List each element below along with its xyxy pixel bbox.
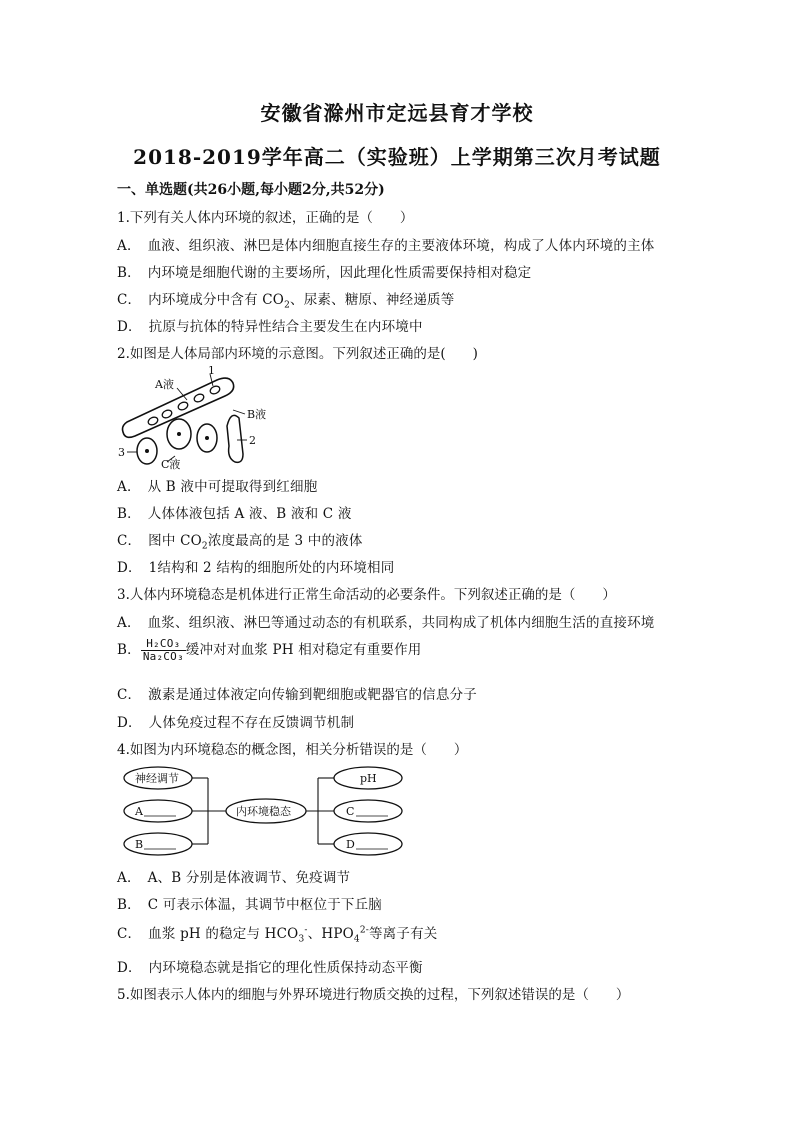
- q4-c-sub1: 3: [298, 934, 305, 945]
- q4-c-sup1: -: [304, 925, 308, 936]
- label-c-fluid: C液: [161, 458, 181, 470]
- label-2: 2: [249, 434, 256, 447]
- q2-c-post: 浓度最高的是 3 中的液体: [207, 533, 363, 549]
- q4-option-d: D． 内环境稳态就是指它的理化性质保持动态平衡: [117, 960, 423, 976]
- leader-b: [233, 410, 245, 414]
- q1-option-b: B． 内环境是细胞代谢的主要场所，因此理化性质需要保持相对稳定: [117, 265, 532, 281]
- q5-stem: 5.如图表示人体内的细胞与外界环境进行物质交换的过程，下列叙述错误的是（ ）: [117, 987, 630, 1003]
- red-cell: [209, 385, 221, 396]
- q2-capillary-diagram: [117, 366, 277, 470]
- oval-d: [334, 833, 402, 855]
- q4-concept-diagram: [122, 764, 412, 856]
- q2-option-c: [117, 529, 363, 552]
- q1-option-a: A． 血液、组织液、淋巴是体内细胞直接生存的主要液体环境，构成了人体内环境的主体: [117, 238, 655, 254]
- q2-c-pre: C． 图中 CO: [117, 533, 202, 549]
- cell-nucleus: [145, 449, 149, 453]
- q2-c-sub: 2: [201, 541, 208, 552]
- label-a: A: [135, 805, 143, 818]
- q1-stem: 1.下列有关人体内环境的叙述，正确的是（ ）: [117, 210, 414, 226]
- exam-title: 2018-2019学年高二（实验班）上学期第三次月考试题: [133, 145, 661, 169]
- q4-c-post: 等离子有关: [368, 926, 438, 942]
- q4-stem: 4.如图为内环境稳态的概念图，相关分析错误的是（ ）: [117, 742, 468, 758]
- q1-option-c: [117, 288, 454, 311]
- q4-c-sub2: 4: [353, 934, 360, 945]
- label-b-fluid: B液: [247, 408, 267, 421]
- q3-stem: 3.人体内环境稳态是机体进行正常生命活动的必要条件。下列叙述正确的是（ ）: [117, 587, 616, 603]
- fraction-numerator: H₂CO₃: [141, 638, 186, 651]
- lymph-vessel: [227, 415, 243, 462]
- label-neural: 神经调节: [135, 772, 179, 785]
- q4-c-sup2: 2-: [359, 925, 369, 936]
- q4-option-a: A． A、B 分别是体液调节、免疫调节: [117, 870, 351, 886]
- q1-c-sub: 2: [284, 300, 291, 311]
- section-heading: 一、单选题(共26小题,每小题2分,共52分): [117, 182, 385, 198]
- label-1: 1: [208, 366, 215, 377]
- q1-c-pre: C． 内环境成分中含有 CO: [117, 292, 285, 308]
- q4-c-pre: C． 血浆 pH 的稳定与 HCO: [117, 926, 299, 942]
- label-b: B: [135, 838, 144, 851]
- q4-option-b: B． C 可表示体温，其调节中枢位于下丘脑: [117, 897, 382, 913]
- label-3: 3: [118, 446, 125, 459]
- q2-stem: 2.如图是人体局部内环境的示意图。下列叙述正确的是( ): [117, 346, 478, 362]
- q3-b-label: B．: [117, 642, 141, 658]
- buffer-fraction: [141, 638, 186, 663]
- label-ph: pH: [360, 772, 377, 785]
- q2-option-a: A． 从 B 液中可提取得到红细胞: [117, 479, 318, 495]
- q3-option-a: A． 血浆、组织液、淋巴等通过动态的有机联系，共同构成了机体内细胞生活的直接环境: [117, 615, 655, 631]
- q4-c-mid: 、HPO: [307, 926, 354, 942]
- red-cell: [177, 401, 189, 412]
- cell-nucleus: [205, 436, 209, 440]
- q3-b-post: 缓冲对对血浆 PH 相对稳定有重要作用: [185, 642, 422, 658]
- red-cell: [193, 393, 205, 404]
- q2-option-b: B． 人体体液包括 A 液、B 液和 C 液: [117, 506, 352, 522]
- q3-option-c: C． 激素是通过体液定向传输到靶细胞或靶器官的信息分子: [117, 687, 477, 703]
- label-d: D: [346, 838, 355, 851]
- red-cell: [147, 416, 159, 427]
- q4-option-c: [117, 922, 437, 945]
- q1-option-d: D． 抗原与抗体的特异性结合主要发生在内环境中: [117, 319, 423, 335]
- q2-option-d: D． 1结构和 2 结构的细胞所处的内环境相同: [117, 560, 395, 576]
- label-a-fluid: A液: [155, 378, 174, 391]
- label-c: C: [346, 805, 355, 818]
- q3-option-d: D． 人体免疫过程不存在反馈调节机制: [117, 715, 355, 731]
- q3-option-b: [117, 638, 422, 663]
- q1-c-post: 、尿素、糖原、神经递质等: [290, 292, 455, 308]
- school-title: 安徽省滁州市定远县育才学校: [260, 101, 534, 125]
- red-cell: [161, 409, 173, 420]
- label-center: 内环境稳态: [236, 805, 291, 818]
- cell-nucleus: [177, 432, 181, 436]
- oval-c: [334, 800, 402, 822]
- fraction-denominator: Na₂CO₃: [142, 650, 184, 663]
